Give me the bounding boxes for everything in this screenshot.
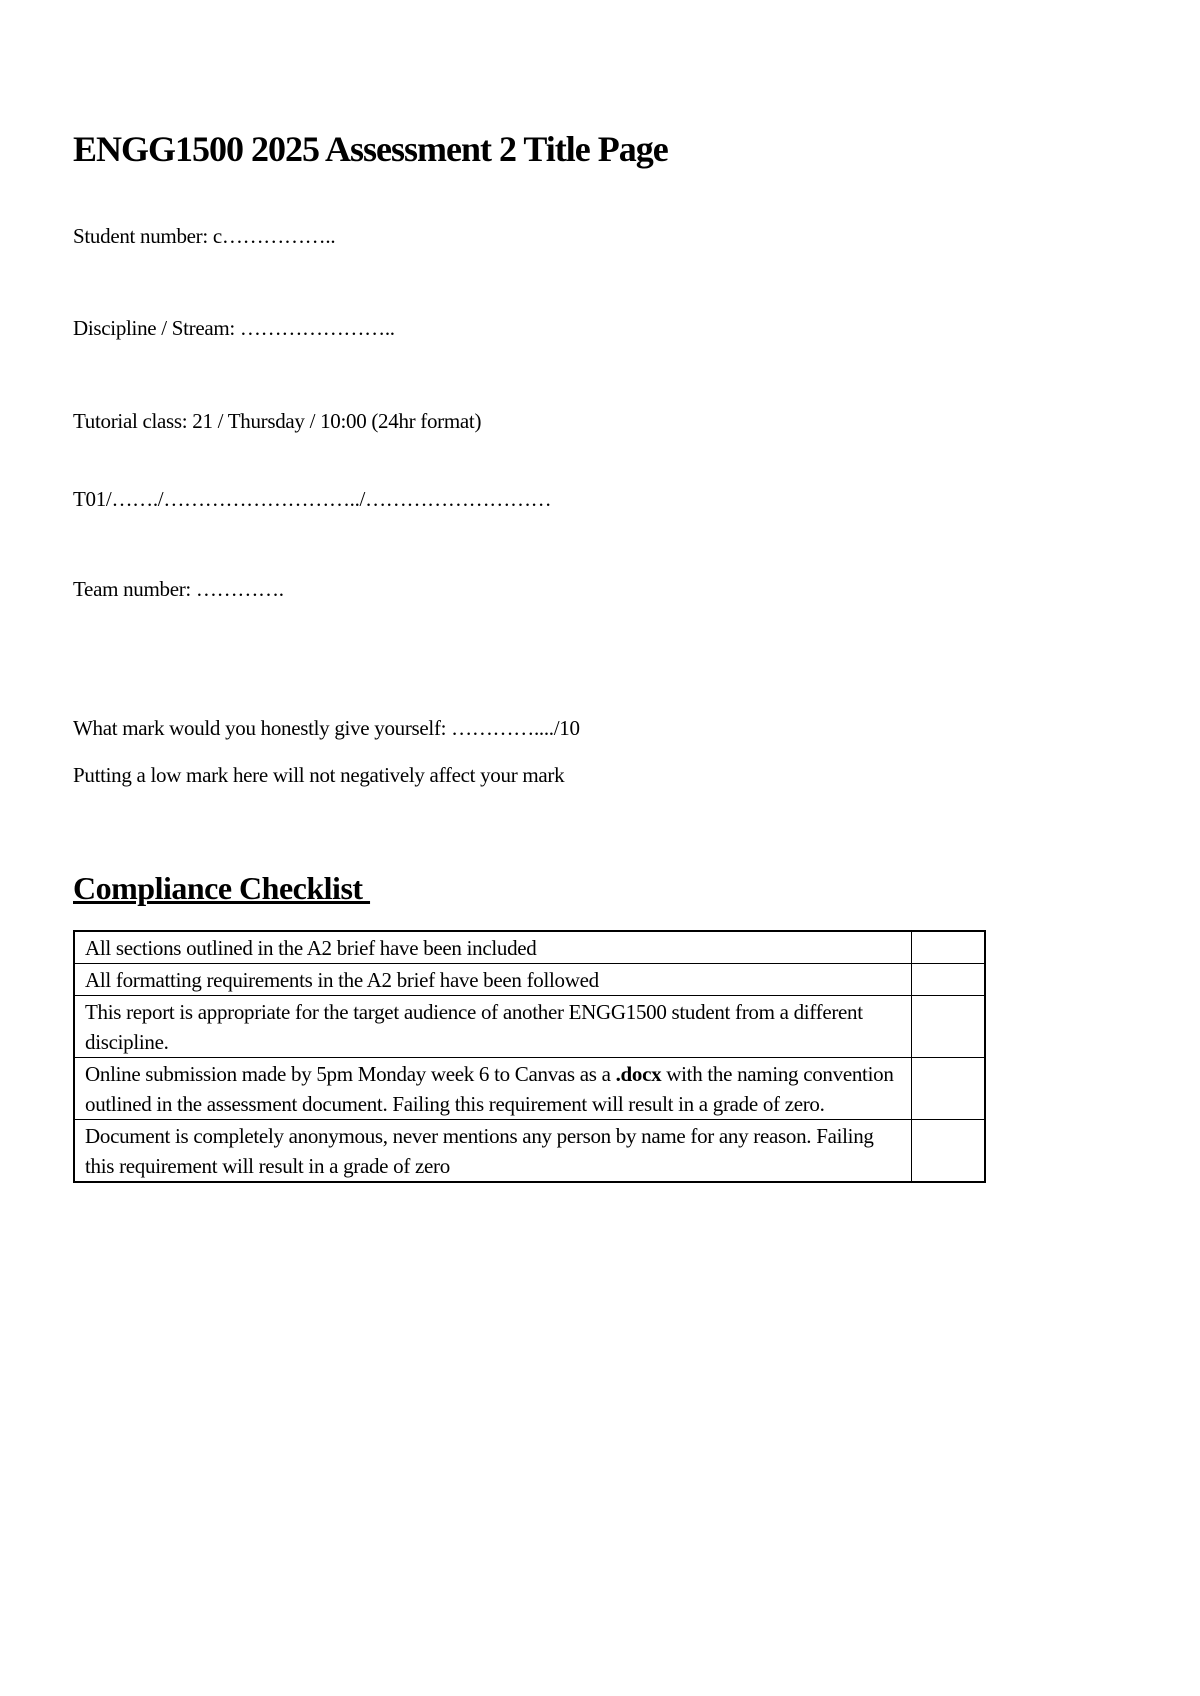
team-number-field: Team number: …………. (73, 577, 284, 601)
checklist-checkbox-cell[interactable] (911, 931, 985, 964)
checklist-row (74, 931, 985, 964)
self-mark-field: What mark would you honestly give yourself: …………..../10 (73, 716, 580, 740)
checklist-item-text: All sections outlined in the A2 brief have been included (74, 931, 911, 964)
checklist-checkbox-cell[interactable] (911, 996, 985, 1058)
self-mark-note: Putting a low mark here will not negatively affect your mark (73, 763, 565, 787)
checklist-item-text: This report is appropriate for the target audience of another ENGG1500 student from a different discipline. (74, 996, 911, 1058)
checklist-checkbox-cell[interactable] (911, 1120, 985, 1183)
checklist-item-text-part: with the naming convention outlined in the assessment document. Failing this requirement will result in a grade of zero. (85, 1062, 894, 1116)
checklist-row (74, 996, 985, 1058)
checklist-checkbox-cell[interactable] (911, 1058, 985, 1120)
checklist-item-file-format: .docx (615, 1062, 662, 1086)
checklist-checkbox-cell[interactable] (911, 964, 985, 996)
checklist-item-text: Document is completely anonymous, never mentions any person by name for any reason. Failing this requirement will result in a grade of zero (74, 1120, 911, 1183)
checklist-row (74, 1058, 985, 1120)
checklist-row (74, 1120, 985, 1183)
checklist-row (74, 964, 985, 996)
page-title: ENGG1500 2025 Assessment 2 Title Page (73, 129, 668, 169)
t01-field: T01/……./………………………../……………………… (73, 487, 552, 511)
student-number-field: Student number: c…………….. (73, 224, 336, 248)
compliance-checklist-table (73, 930, 986, 1183)
checklist-item-text-part: Online submission made by 5pm Monday week 6 to Canvas as a (85, 1062, 616, 1086)
discipline-stream-field: Discipline / Stream: ………………….. (73, 316, 395, 340)
checklist-item-text: All formatting requirements in the A2 brief have been followed (74, 964, 911, 996)
tutorial-class-field: Tutorial class: 21 / Thursday / 10:00 (24hr format) (73, 409, 482, 433)
compliance-checklist-heading: Compliance Checklist (73, 870, 371, 906)
checklist-item-text (74, 1058, 911, 1120)
